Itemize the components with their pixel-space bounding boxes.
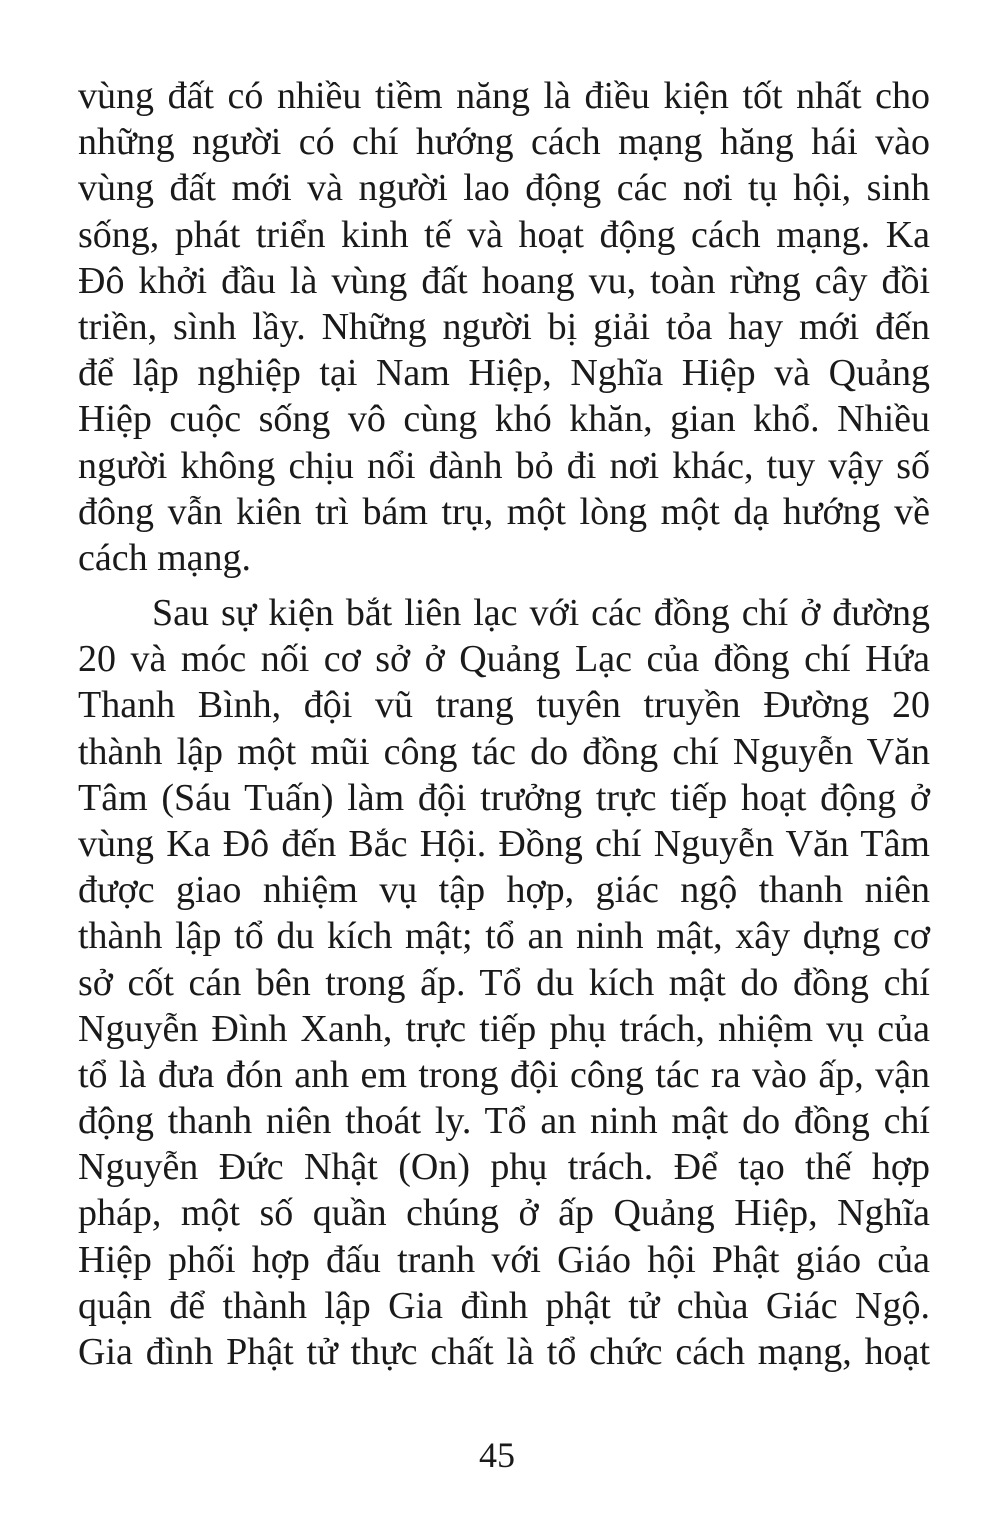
paragraph-2 (78, 590, 930, 1375)
text-line: những người có chí hướng cách mạng hăng hái vào (78, 121, 930, 164)
text-line: vùng đất mới và người lao động các nơi tụ hội, sinh (78, 167, 930, 210)
text-line: Nguyễn Đình Xanh, trực tiếp phụ trách, nhiệm vụ của (78, 1007, 930, 1050)
text-line: quận để thành lập Gia đình phật tử chùa Giác Ngộ. (78, 1284, 930, 1327)
text-line: triền, sình lầy. Những người bị giải tỏa hay mới đến (78, 305, 930, 348)
text-line: sở cốt cán bên trong ấp. Tổ du kích mật do đồng chí (78, 961, 930, 1004)
text-line-indented: Sau sự kiện bắt liên lạc với các đồng chí ở đường (152, 592, 930, 634)
text-line: để lập nghiệp tại Nam Hiệp, Nghĩa Hiệp và Quảng (78, 352, 930, 395)
text-line: cách mạng. (78, 536, 252, 579)
text-line: sống, phát triển kinh tế và hoạt động cách mạng. Ka (78, 213, 930, 256)
text-line: Hiệp phối hợp đấu tranh với Giáo hội Phật giáo của (78, 1238, 930, 1281)
text-line: pháp, một số quần chúng ở ấp Quảng Hiệp, Nghĩa (78, 1192, 930, 1235)
text-line: tổ là đưa đón anh em trong đội công tác ra vào ấp, vận (78, 1053, 930, 1096)
text-line: Hiệp cuộc sống vô cùng khó khăn, gian khổ. Nhiều (78, 398, 930, 441)
text-line: Nguyễn Đức Nhật (On) phụ trách. Để tạo thế hợp (78, 1146, 930, 1189)
text-line: 20 và móc nối cơ sở ở Quảng Lạc của đồng chí Hứa (78, 638, 930, 681)
text-line: Đô khởi đầu là vùng đất hoang vu, toàn rừng cây đồi (78, 259, 930, 302)
page-number: 45 (479, 1435, 515, 1475)
text-line: được giao nhiệm vụ tập hợp, giác ngộ thanh niên (78, 869, 930, 912)
text-line: Tâm (Sáu Tuấn) làm đội trưởng trực tiếp hoạt động ở (78, 776, 930, 819)
text-line: vùng đất có nhiều tiềm năng là điều kiện tốt nhất cho (78, 75, 930, 117)
text-line: Thanh Bình, đội vũ trang tuyên truyền Đường 20 (78, 684, 930, 727)
text-line: thành lập tổ du kích mật; tổ an ninh mật, xây dựng cơ (78, 915, 930, 958)
text-line: đông vẫn kiên trì bám trụ, một lòng một dạ hướng về (78, 490, 930, 533)
text-line: động thanh niên thoát ly. Tổ an ninh mật do đồng chí (78, 1100, 930, 1143)
paragraph-1 (78, 73, 930, 581)
text-line: Gia đình Phật tử thực chất là tổ chức cách mạng, hoạt (78, 1331, 930, 1373)
text-line: thành lập một mũi công tác do đồng chí Nguyễn Văn (78, 730, 930, 773)
text-line: vùng Ka Đô đến Bắc Hội. Đồng chí Nguyễn Văn Tâm (78, 822, 930, 865)
text-line: người không chịu nổi đành bỏ đi nơi khác, tuy vậy số (78, 444, 930, 487)
